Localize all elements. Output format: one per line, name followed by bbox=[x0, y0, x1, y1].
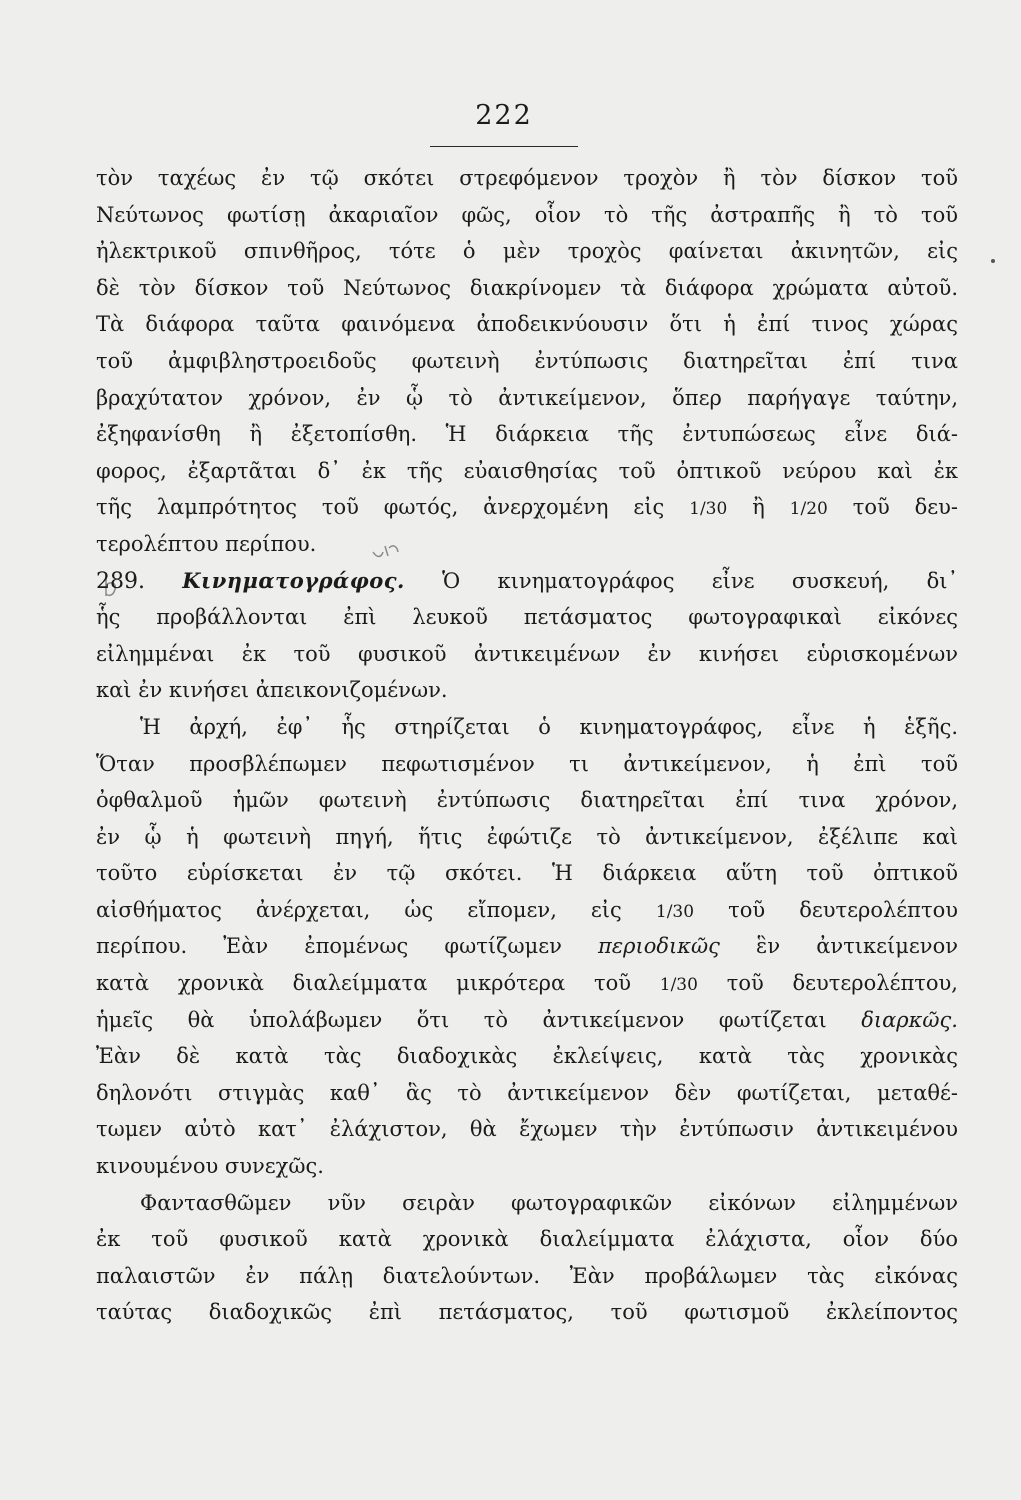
text-line bbox=[96, 160, 958, 197]
text-line bbox=[96, 928, 958, 965]
line-text: Νεύτωνος φωτίσῃ ἀκαριαῖον φῶς, οἷον τὸ τῆς ἀστραπῆς ἢ τὸ τοῦ bbox=[96, 202, 958, 227]
line-text: εἰλημμέναι ἐκ τοῦ φυσικοῦ ἀντικειμένων ἐν κινήσει εὑρισκομένων bbox=[96, 641, 958, 666]
text-line bbox=[96, 270, 958, 307]
text-line bbox=[96, 563, 958, 600]
line-text-mid: ἢ bbox=[752, 495, 765, 520]
line-text: τοῦτο εὑρίσκεται ἐν τῷ σκότει. Ἡ διάρκεια αὕτη τοῦ ὀπτικοῦ bbox=[96, 861, 958, 886]
line-text-end: τοῦ δευτερολέπτου bbox=[728, 897, 958, 922]
text-line bbox=[96, 599, 958, 636]
text-line bbox=[96, 380, 958, 417]
line-text: Φαντασθῶμεν νῦν σειρὰν φωτογραφικῶν εἰκόνων εἰλημμένων bbox=[140, 1190, 958, 1215]
text-line bbox=[96, 1002, 958, 1039]
text-line bbox=[96, 965, 958, 1002]
text-line bbox=[96, 453, 958, 490]
text-line bbox=[96, 1185, 958, 1222]
text-line bbox=[96, 1075, 958, 1112]
text-line bbox=[96, 343, 958, 380]
line-text: τοῦ ἀμφιβληστροειδοῦς φωτεινὴ ἐντύπωσις διατηρεῖται ἐπί τινα bbox=[96, 348, 958, 373]
page-number-rule bbox=[430, 146, 578, 147]
line-text: ὀφθαλμοῦ ἡμῶν φωτεινὴ ἐντύπωσις διατηρεῖται ἐπί τινα χρόνον, bbox=[96, 788, 958, 813]
fraction: 1/30 bbox=[655, 901, 695, 922]
text-line bbox=[96, 855, 958, 892]
text-line bbox=[96, 1221, 958, 1258]
text-line bbox=[96, 306, 958, 343]
line-text: τωμεν αὐτὸ κατ᾽ ἐλάχιστον, θὰ ἔχωμεν τὴν ἐντύπωσιν ἀντικειμένου bbox=[96, 1117, 958, 1142]
line-text: τὸν ταχέως ἐν τῷ σκότει στρεφόμενον τροχὸν ἢ τὸν δίσκον τοῦ bbox=[96, 166, 958, 190]
emphasized-word: διαρκῶς. bbox=[861, 1007, 958, 1032]
line-text: Τὰ διάφορα ταῦτα φαινόμενα ἀποδεικνύουσιν ὅτι ἡ ἐπί τινος χώρας bbox=[96, 312, 958, 337]
line-text: τῆς λαμπρότητος τοῦ φωτός, ἀνερχομένη εἰς bbox=[96, 495, 665, 520]
line-text: ταύτας διαδοχικῶς ἐπὶ πετάσματος, τοῦ φωτισμοῦ ἐκλείποντος bbox=[96, 1300, 958, 1325]
text-line bbox=[96, 746, 958, 783]
line-text: Ἡ ἀρχή, ἐφ᾽ ἧς στηρίζεται ὁ κινηματογράφος, εἶνε ἡ ἑξῆς. bbox=[140, 714, 958, 739]
line-text-end: τοῦ δευτερολέπτου, bbox=[726, 971, 958, 996]
fraction: 1/20 bbox=[789, 499, 828, 520]
margin-dot bbox=[991, 259, 995, 263]
line-text: δὲ τὸν δίσκον τοῦ Νεύτωνος διακρίνομεν τὰ διάφορα χρώματα αὐτοῦ. bbox=[96, 275, 958, 300]
line-text-end: τοῦ δευ- bbox=[852, 495, 958, 520]
text-line bbox=[96, 1148, 958, 1185]
fraction: 1/30 bbox=[689, 499, 728, 520]
text-line bbox=[96, 1111, 958, 1148]
line-text: ἐκ τοῦ φυσικοῦ κατὰ χρονικὰ διαλείμματα ἐλάχιστα, οἷον δύο bbox=[96, 1227, 958, 1252]
section-title: Κινηματογράφος. bbox=[182, 567, 405, 593]
text-line bbox=[96, 233, 958, 270]
line-text: αἰσθήματος ἀνέρχεται, ὡς εἴπομεν, εἰς bbox=[96, 897, 622, 922]
line-text: τερολέπτου περίπου. bbox=[96, 531, 317, 556]
text-line bbox=[96, 709, 958, 746]
fraction: 1/30 bbox=[659, 975, 698, 996]
line-text: Ἐὰν δὲ κατὰ τὰς διαδοχικὰς ἐκλείψεις, κατὰ τὰς χρονικὰς bbox=[96, 1044, 958, 1069]
line-text: βραχύτατον χρόνον, ἐν ᾧ τὸ ἀντικείμενον, ὅπερ παρήγαγε ταύτην, bbox=[96, 385, 958, 410]
line-text: Ὁ κινηματογράφος εἶνε συσκευή, δι᾽ bbox=[442, 568, 958, 593]
text-line bbox=[96, 197, 958, 234]
text-line bbox=[96, 672, 958, 709]
text-line bbox=[96, 1258, 958, 1295]
text-line bbox=[96, 1038, 958, 1075]
emphasized-word: περιοδικῶς bbox=[598, 934, 720, 959]
section-number: 289. bbox=[96, 568, 145, 594]
line-text: ἡμεῖς θὰ ὑπολάβωμεν ὅτι τὸ ἀντικείμενον φωτίζεται bbox=[96, 1007, 827, 1032]
line-text: ἠλεκτρικοῦ σπινθῆρος, τότε ὁ μὲν τροχὸς φαίνεται ἀκινητῶν, εἰς bbox=[96, 239, 958, 264]
line-text: Ὅταν προσβλέπωμεν πεφωτισμένον τι ἀντικείμενον, ἡ ἐπὶ τοῦ bbox=[96, 751, 958, 776]
line-text-end: ἓν ἀντικείμενον bbox=[756, 934, 958, 959]
text-line bbox=[96, 819, 958, 856]
line-text: δηλονότι στιγμὰς καθ᾽ ἃς τὸ ἀντικείμενον δὲν φωτίζεται, μεταθέ- bbox=[96, 1080, 958, 1105]
line-text: ἐξηφανίσθη ἢ ἐξετοπίσθη. Ἡ διάρκεια τῆς ἐντυπώσεως εἶνε διά- bbox=[96, 422, 958, 447]
line-text: κινουμένου συνεχῶς. bbox=[96, 1154, 324, 1179]
page-number: 222 bbox=[475, 100, 533, 131]
line-text: καὶ ἐν κινήσει ἀπεικονιζομένων. bbox=[96, 678, 448, 703]
line-text: ἧς προβάλλονται ἐπὶ λευκοῦ πετάσματος φωτογραφικαὶ εἰκόνες bbox=[96, 605, 958, 630]
line-text: περίπου. Ἐὰν ἐπομένως φωτίζωμεν bbox=[96, 934, 562, 959]
text-line bbox=[96, 489, 958, 526]
text-line bbox=[96, 526, 958, 563]
text-line bbox=[96, 1294, 958, 1331]
text-line bbox=[96, 892, 958, 929]
text-line bbox=[96, 416, 958, 453]
line-text: ἐν ᾧ ἡ φωτεινὴ πηγή, ἥτις ἐφώτιζε τὸ ἀντικείμενον, ἐξέλιπε καὶ bbox=[96, 824, 958, 849]
text-line bbox=[96, 636, 958, 673]
line-text: κατὰ χρονικὰ διαλείμματα μικρότερα τοῦ bbox=[96, 971, 631, 996]
body-text bbox=[96, 160, 958, 1331]
line-text: φορος, ἐξαρτᾶται δ᾽ ἐκ τῆς εὐαισθησίας τοῦ ὀπτικοῦ νεύρου καὶ ἐκ bbox=[96, 458, 958, 483]
text-line bbox=[96, 782, 958, 819]
line-text: παλαιστῶν ἐν πάλῃ διατελούντων. Ἐὰν προβάλωμεν τὰς εἰκόνας bbox=[96, 1263, 958, 1288]
